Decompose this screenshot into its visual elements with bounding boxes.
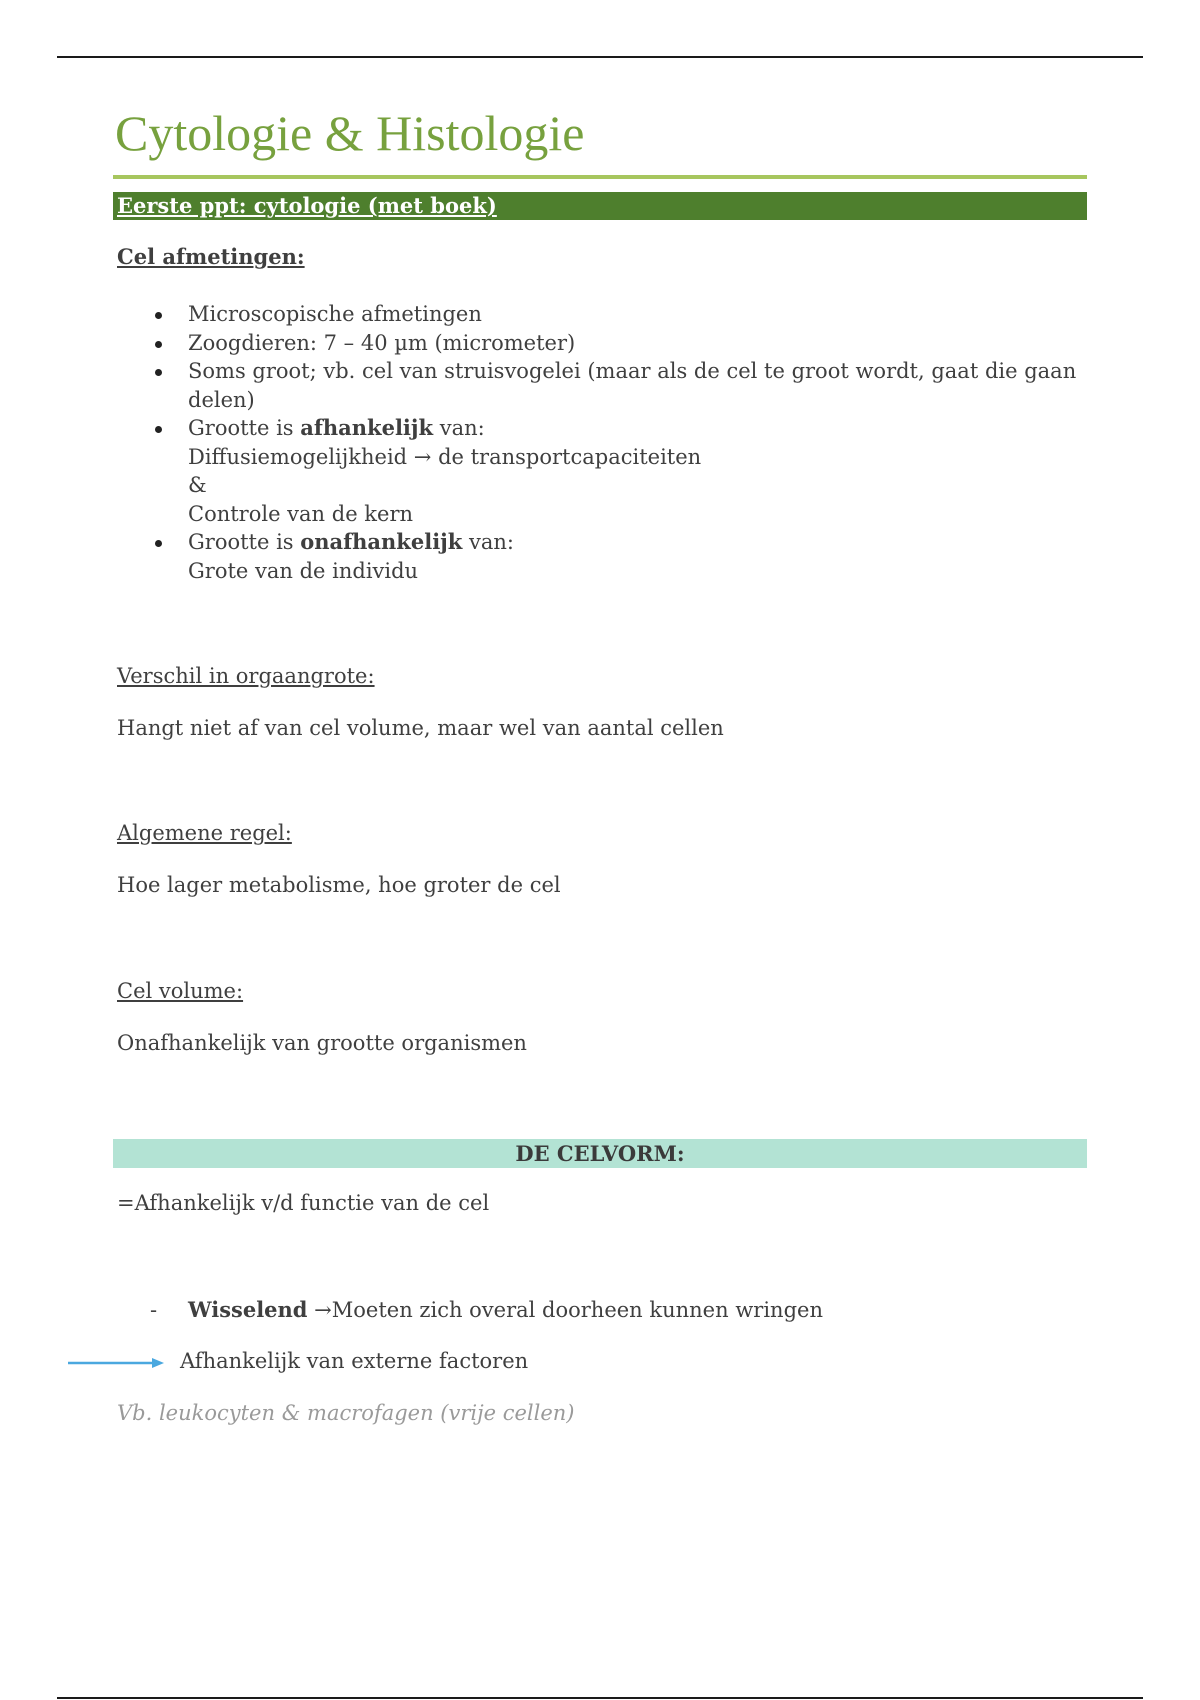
list-item-line: & — [188, 473, 207, 497]
section-banner: Eerste ppt: cytologie (met boek) — [113, 192, 1087, 220]
cell-volume-heading: Cel volume: — [117, 979, 244, 1003]
list-item — [150, 300, 1076, 329]
bullet-icon — [155, 369, 162, 376]
lead-prefix: Grootte is — [188, 530, 301, 554]
lead-prefix: Grootte is — [188, 416, 301, 440]
list-item — [150, 357, 1076, 414]
general-rule-text: Hoe lager metabolisme, hoe groter de cel — [117, 873, 561, 897]
list-item-line: Controle van de kern — [188, 501, 414, 526]
item-text: →Moeten zich overal doorheen kunnen wringen — [307, 1298, 823, 1322]
celvorm-banner: DE CELVORM: — [113, 1139, 1087, 1168]
celvorm-definition: =Afhankelijk v/d functie van de cel — [117, 1191, 490, 1215]
lead-suffix: van: — [433, 416, 485, 440]
bullet-icon — [155, 540, 162, 547]
cell-sizes-heading: Cel afmetingen: — [117, 244, 305, 269]
cell-sizes-list — [150, 300, 1076, 585]
list-item-line: Grote van de individu — [188, 558, 419, 583]
list-item — [150, 329, 1076, 358]
list-item — [150, 528, 1076, 585]
list-item-line: Zoogdieren: 7 – 40 µm (micrometer) — [188, 330, 576, 355]
bullet-icon — [155, 312, 162, 319]
bullet-icon — [155, 426, 162, 433]
list-item-lead — [188, 528, 1076, 557]
bottom-rule — [57, 1697, 1143, 1699]
list-item-line: Soms groot; vb. cel van struisvogelei (maar als de cel te groot wordt, gaat die gaan — [188, 359, 1077, 383]
organ-size-text: Hangt niet af van cel volume, maar wel van aantal cellen — [117, 716, 724, 740]
cell-volume-text: Onafhankelijk van grootte organismen — [117, 1031, 527, 1055]
title-underline — [113, 175, 1087, 179]
top-rule — [57, 56, 1143, 58]
organ-size-heading: Verschil in orgaangrote: — [117, 664, 375, 688]
item-bold-term: Wisselend — [188, 1297, 308, 1322]
arrow-annotation-text: Afhankelijk van externe factoren — [180, 1349, 529, 1373]
list-item — [150, 414, 1076, 528]
dash-list-item — [150, 1297, 823, 1322]
lead-bold-term: onafhankelijk — [300, 529, 463, 554]
arrow-annotation — [66, 1349, 528, 1373]
bullet-icon — [155, 341, 162, 348]
general-rule-heading: Algemene regel: — [117, 821, 292, 845]
lead-suffix: van: — [462, 530, 514, 554]
list-item-line: delen) — [188, 387, 255, 412]
page-title: Cytologie & Histologie — [115, 105, 585, 161]
right-arrow-icon — [66, 1355, 166, 1371]
dash-marker: - — [150, 1298, 158, 1322]
example-note: Vb. leukocyten & macrofagen (vrije cellen) — [117, 1401, 575, 1425]
list-item-lead — [188, 414, 1076, 443]
lead-bold-term: afhankelijk — [300, 415, 434, 440]
list-item-line: Diffusiemogelijkheid → de transportcapaciteiten — [188, 444, 702, 469]
list-item-line: Microscopische afmetingen — [188, 302, 482, 326]
